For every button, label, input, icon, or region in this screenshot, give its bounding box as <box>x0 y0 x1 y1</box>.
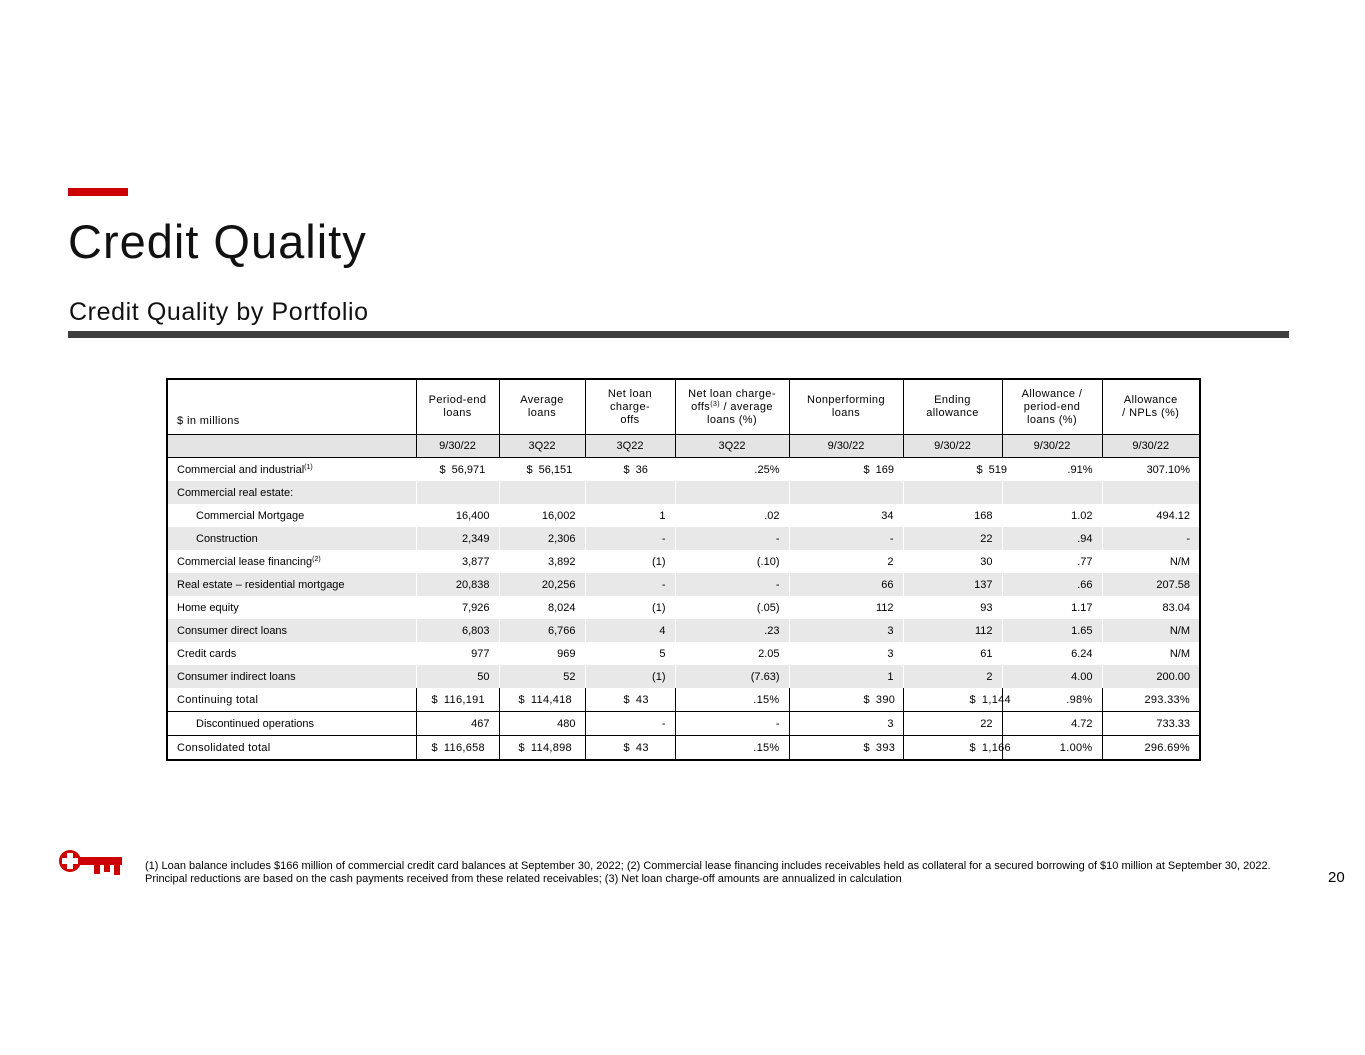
section-subtitle: Credit Quality by Portfolio <box>69 298 369 326</box>
table-cell: - <box>585 573 675 596</box>
table-cell <box>416 481 499 504</box>
row-label: Consumer indirect loans <box>167 665 416 688</box>
table-cell <box>675 481 789 504</box>
table-cell: $ 390 <box>789 688 903 712</box>
row-label: Consolidated total <box>167 736 416 761</box>
table-cell: - <box>585 712 675 736</box>
column-header-period-end-loans: Period-end loans <box>416 379 499 435</box>
currency-symbol: $ <box>518 693 525 706</box>
table-cell: 30 <box>903 550 1002 573</box>
currency-symbol: $ <box>431 741 438 754</box>
table-cell <box>585 481 675 504</box>
table-cell: .91% <box>1002 458 1102 482</box>
period-label: 9/30/22 <box>1102 435 1200 458</box>
table-cell: (.10) <box>675 550 789 573</box>
table-cell: $ 56,151 <box>499 458 585 482</box>
column-header-average-loans: Average loans <box>499 379 585 435</box>
row-label: Discontinued operations <box>167 712 416 736</box>
table-cell: 480 <box>499 712 585 736</box>
row-label: Real estate – residential mortgage <box>167 573 416 596</box>
table-cell: 1 <box>789 665 903 688</box>
table-cell: 733.33 <box>1102 712 1200 736</box>
table-cell: 7,926 <box>416 596 499 619</box>
column-header-nco-ratio: Net loan charge- offs$^{(3)}$ / average loans (%) <box>675 379 789 435</box>
table-cell: 5 <box>585 642 675 665</box>
column-header-allowance-npls: Allowance / NPLs (%) <box>1102 379 1200 435</box>
table-cell: 52 <box>499 665 585 688</box>
table-cell: 112 <box>903 619 1002 642</box>
table-cell: $ 114,418 <box>499 688 585 712</box>
table-row <box>167 736 1200 761</box>
table-cell: 168 <box>903 504 1002 527</box>
row-label: Commercial Mortgage <box>167 504 416 527</box>
table-cell: 2,349 <box>416 527 499 550</box>
table-cell: (.05) <box>675 596 789 619</box>
table-cell: 3,877 <box>416 550 499 573</box>
table-cell: N/M <box>1102 642 1200 665</box>
table-cell: 34 <box>789 504 903 527</box>
currency-symbol: $ <box>863 693 870 706</box>
table-cell: 2,306 <box>499 527 585 550</box>
currency-symbol: $ <box>976 463 983 476</box>
period-label: 3Q22 <box>675 435 789 458</box>
period-label: 3Q22 <box>585 435 675 458</box>
page-number: 20 <box>1328 869 1345 886</box>
table-cell: - <box>675 527 789 550</box>
footnote: (1) Loan balance includes $166 million of commercial credit card balances at September 30, 2022; (2) Commercial lease financing includes receivables held as collateral for a secured borrowing of $10 million at September 30, 2022. Principal reductions are based on the cash payments received from these related receivables; (3) Net loan charge-off amounts are annualized in calculation <box>145 860 1271 885</box>
table-cell: $ 519 <box>903 458 1002 482</box>
table-cell: 969 <box>499 642 585 665</box>
table-row <box>167 550 1200 573</box>
table-cell <box>903 481 1002 504</box>
table-cell: 977 <box>416 642 499 665</box>
unit-label: $ in millions <box>167 379 416 435</box>
table-cell: 1.02 <box>1002 504 1102 527</box>
table-cell: $ 169 <box>789 458 903 482</box>
table-cell: - <box>585 527 675 550</box>
period-label: 9/30/22 <box>903 435 1002 458</box>
period-label: 3Q22 <box>499 435 585 458</box>
table-row <box>167 596 1200 619</box>
currency-symbol: $ <box>518 741 525 754</box>
currency-symbol: $ <box>969 693 976 706</box>
table-cell: 66 <box>789 573 903 596</box>
currency-symbol: $ <box>623 741 630 754</box>
currency-symbol: $ <box>623 463 630 476</box>
table-cell: 3 <box>789 712 903 736</box>
row-label: Credit cards <box>167 642 416 665</box>
table-cell: 22 <box>903 712 1002 736</box>
table-cell: 20,838 <box>416 573 499 596</box>
column-header-allowance-period-end: Allowance / period-end loans (%) <box>1002 379 1102 435</box>
table-cell: 16,400 <box>416 504 499 527</box>
table-cell <box>789 481 903 504</box>
table-cell: 1.00% <box>1002 736 1102 761</box>
table-cell: - <box>675 712 789 736</box>
table-cell: (1) <box>585 596 675 619</box>
table-cell: 293.33% <box>1102 688 1200 712</box>
table-cell: - <box>1102 527 1200 550</box>
credit-quality-table <box>166 378 1201 761</box>
period-label: 9/30/22 <box>789 435 903 458</box>
table-cell: 6.24 <box>1002 642 1102 665</box>
table-cell: 3 <box>789 642 903 665</box>
column-header-ending-allowance: Ending allowance <box>903 379 1002 435</box>
table-cell: $ 56,971 <box>416 458 499 482</box>
table-cell: (7.63) <box>675 665 789 688</box>
table-cell: (1) <box>585 550 675 573</box>
table-row <box>167 458 1200 482</box>
table-row <box>167 481 1200 504</box>
table-cell: 4 <box>585 619 675 642</box>
table-row <box>167 642 1200 665</box>
table-cell: $ 393 <box>789 736 903 761</box>
table-cell: .02 <box>675 504 789 527</box>
column-header-nonperforming-loans: Nonperforming loans <box>789 379 903 435</box>
date-row-spacer <box>167 435 416 458</box>
table-cell: $ 116,658 <box>416 736 499 761</box>
table-cell: 296.69% <box>1102 736 1200 761</box>
table-row <box>167 665 1200 688</box>
table-cell: $ 43 <box>585 736 675 761</box>
table-cell: 83.04 <box>1102 596 1200 619</box>
title-accent-bar <box>68 188 128 196</box>
row-label: Commercial lease financing$^{(2)}$ <box>167 550 416 573</box>
table-row <box>167 712 1200 736</box>
table-cell: .15% <box>675 736 789 761</box>
row-label: Consumer direct loans <box>167 619 416 642</box>
table-cell: - <box>675 573 789 596</box>
table-cell: 2 <box>903 665 1002 688</box>
table-cell: N/M <box>1102 550 1200 573</box>
table-cell: 1 <box>585 504 675 527</box>
currency-symbol: $ <box>863 741 870 754</box>
table-cell: - <box>789 527 903 550</box>
table-cell: 112 <box>789 596 903 619</box>
table-cell: $ 116,191 <box>416 688 499 712</box>
row-label: Construction <box>167 527 416 550</box>
table-cell: 93 <box>903 596 1002 619</box>
period-label: 9/30/22 <box>416 435 499 458</box>
key-logo-icon <box>58 847 124 877</box>
table-row <box>167 619 1200 642</box>
row-label: Home equity <box>167 596 416 619</box>
table-cell: 207.58 <box>1102 573 1200 596</box>
row-label: Commercial real estate: <box>167 481 416 504</box>
table-cell: .15% <box>675 688 789 712</box>
table-cell: 6,803 <box>416 619 499 642</box>
table-cell: 22 <box>903 527 1002 550</box>
table-row <box>167 504 1200 527</box>
currency-symbol: $ <box>863 463 870 476</box>
table-cell: 494.12 <box>1102 504 1200 527</box>
table-cell: 50 <box>416 665 499 688</box>
table-cell: 4.72 <box>1002 712 1102 736</box>
table-cell: 8,024 <box>499 596 585 619</box>
currency-symbol: $ <box>969 741 976 754</box>
table-cell: 2.05 <box>675 642 789 665</box>
table-cell: 4.00 <box>1002 665 1102 688</box>
table-cell: 16,002 <box>499 504 585 527</box>
table-cell: .66 <box>1002 573 1102 596</box>
page-title: Credit Quality <box>68 215 367 268</box>
table-cell: .25% <box>675 458 789 482</box>
table-cell <box>499 481 585 504</box>
table-cell: 2 <box>789 550 903 573</box>
table-cell: 3,892 <box>499 550 585 573</box>
table-cell: 6,766 <box>499 619 585 642</box>
table-cell: 1.17 <box>1002 596 1102 619</box>
table-cell: $ 114,898 <box>499 736 585 761</box>
table-cell: .98% <box>1002 688 1102 712</box>
table-cell: 307.10% <box>1102 458 1200 482</box>
table-cell: (1) <box>585 665 675 688</box>
currency-symbol: $ <box>439 463 446 476</box>
table-cell: .77 <box>1002 550 1102 573</box>
table-cell: 467 <box>416 712 499 736</box>
table-row <box>167 527 1200 550</box>
currency-symbol: $ <box>623 693 630 706</box>
table-cell: $ 36 <box>585 458 675 482</box>
currency-symbol: $ <box>526 463 533 476</box>
table-cell <box>1102 481 1200 504</box>
table-cell: 61 <box>903 642 1002 665</box>
row-label: Commercial and industrial$^{(1)}$ <box>167 458 416 482</box>
table-cell: N/M <box>1102 619 1200 642</box>
currency-symbol: $ <box>431 693 438 706</box>
table-cell: 1.65 <box>1002 619 1102 642</box>
row-label: Continuing total <box>167 688 416 712</box>
period-label: 9/30/22 <box>1002 435 1102 458</box>
table-body <box>167 458 1200 761</box>
table-cell: $ 1,166 <box>903 736 1002 761</box>
table-cell: 20,256 <box>499 573 585 596</box>
table-cell: .94 <box>1002 527 1102 550</box>
table-cell: $ 43 <box>585 688 675 712</box>
table-cell: $ 1,144 <box>903 688 1002 712</box>
table-cell: 137 <box>903 573 1002 596</box>
column-header-net-loan-charge-offs: Net loan charge-offs <box>585 379 675 435</box>
section-divider <box>68 331 1289 338</box>
table-cell: 3 <box>789 619 903 642</box>
table-cell: .23 <box>675 619 789 642</box>
table-row <box>167 688 1200 712</box>
table-cell: 200.00 <box>1102 665 1200 688</box>
table-cell <box>1002 481 1102 504</box>
table-row <box>167 573 1200 596</box>
